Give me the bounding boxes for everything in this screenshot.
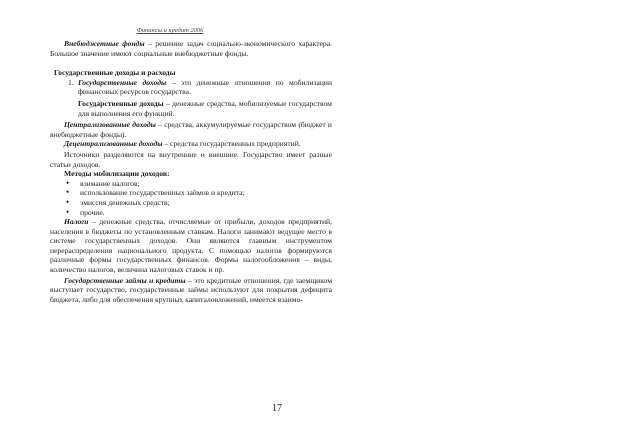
term-loans: Государственные займы и кредиты [64, 275, 186, 285]
list-item: • взимание налогов; [50, 179, 332, 189]
list-item: • эмиссия денежных средств; [50, 198, 332, 208]
section-title: Государственные доходы и расходы [54, 68, 176, 78]
text-taxes: – денежные средства, отчисляемые от прибыли, доходов предприятий, населения в бюджеты по установленным ставкам. Налоги занимают ведущее место в системе государственных доходов. Они являются главным инструментом перераспределения национального продукта. С помощью налогов формируются различные формы государственных финансов. Формы налогообложения – виды, количество налогов, величина налоговых ставок и пр. [50, 217, 332, 275]
paragraph-decentralized-revenues [50, 139, 332, 149]
text-loans: – это кредитные отношения, где заемщиком выступает государство, государственные займы используют для покрытия дефицита бюджета, либо для обеспечения крупных капиталовложений, имеется взаимо- [50, 275, 332, 304]
text-decentralized-revenues: – средства государственных предприятий. [162, 139, 301, 149]
text-state-revenues: – это денежные отношения по мобилизации финансовых ресурсов государства. [78, 77, 333, 97]
page-number: 17 [272, 403, 282, 414]
item-number: 1. [68, 77, 74, 87]
list-item: • использование государственных займов и кредита; [50, 188, 332, 198]
term-extrabudgetary-funds: Внебюджетные фонды [64, 39, 145, 48]
text-extrabudgetary-funds: – решение задач социально-экономического характера. Большое значение имеют социальные внебюджетные фонды. [50, 39, 332, 58]
paragraph-taxes [50, 217, 332, 275]
paragraph-state-revenues-def [50, 99, 332, 118]
term-decentralized-revenues: Децентрализованные доходы [64, 139, 163, 149]
page-body [50, 39, 332, 304]
running-header: Финансы и кредит 2006 [136, 27, 204, 34]
paragraph-sources: Источники разделяются на внутренние и внешние. Государство имеет разные статьи доходов. [50, 149, 332, 169]
methods-list [50, 179, 332, 217]
paragraph-centralized-revenues [50, 120, 332, 139]
list-item: • прочие. [50, 208, 332, 218]
term-taxes: Налоги [64, 217, 89, 227]
paragraph-extrabudgetary-funds [50, 39, 332, 58]
text-centralized-revenues: – средства, аккумулируемые государством (бюджет и внебюджетные фонды). [50, 120, 332, 139]
term-centralized-revenues: Централизованные доходы [64, 120, 156, 130]
term-state-revenues-2: Государственные доходы [78, 98, 164, 108]
paragraph-loans [50, 276, 332, 305]
term-state-revenues: Государственные доходы [78, 77, 167, 87]
numbered-item-1 [50, 78, 332, 97]
methods-title: Методы мобилизации доходов: [64, 169, 170, 179]
text-state-revenues-2: – денежные средства, мобилизуемые государством для выполнения его функций. [78, 98, 332, 118]
